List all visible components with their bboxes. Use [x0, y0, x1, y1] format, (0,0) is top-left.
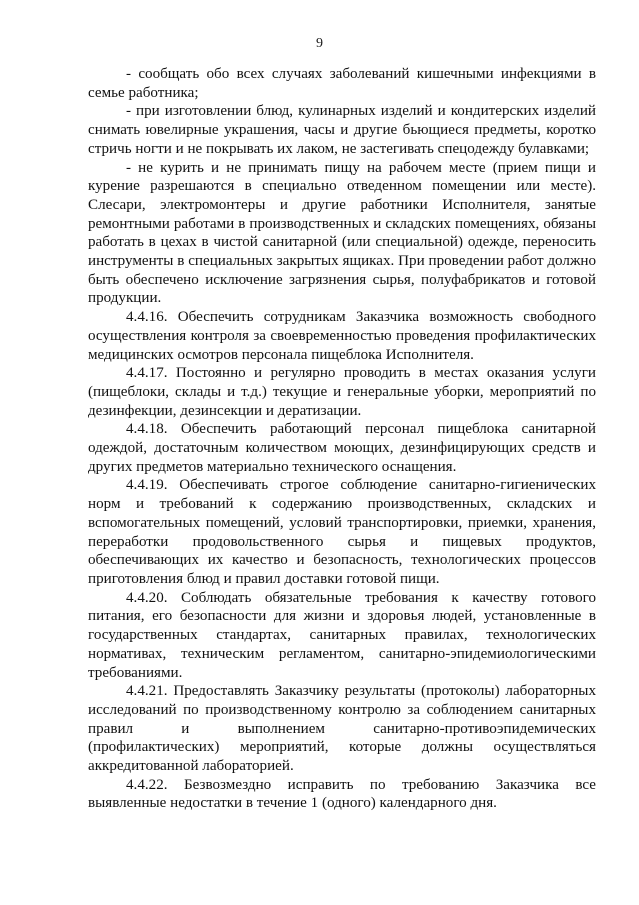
paragraph-4-4-17: 4.4.17. Постоянно и регулярно проводить в местах оказания услуги (пищеблоки, склады и т.д.) текущие и генеральные уборки, мероприятий по дезинфекции, дезинсекции и дератизации.	[88, 365, 596, 419]
paragraph-4-4-21: 4.4.21. Предоставлять Заказчику результаты (протоколы) лабораторных исследований по производственному контролю за соблюдением санитарных правил и выполнением санитарно-противоэпидемических (профилактических) мероприятий, которые должны осуществляться аккредитованной лабораторией.	[88, 683, 596, 775]
paragraph-4-4-20: 4.4.20. Соблюдать обязательные требования к качеству готового питания, его безопасности для жизни и здоровья людей, установленные в государственных стандартах, санитарных правилах, технологических нормативах, техническим регламентом, санитарно-эпидемиологическими требованиями.	[88, 589, 596, 681]
document-body	[88, 65, 596, 813]
page-number: 9	[316, 36, 323, 51]
paragraph-intestinal-infections: - сообщать обо всех случаях заболеваний кишечными инфекциями в семье работника;	[88, 66, 596, 101]
paragraph-4-4-19: 4.4.19. Обеспечивать строгое соблюдение санитарно-гигиенических норм и требований к содержанию производственных, складских и вспомогательных помещений, условий транспортировки, приемки, хранения, переработки продовольственного сырья и пищевых продуктов, обеспечивающих их качество и безопасность, технологических процессов приготовления блюд и правил доставки готовой пищи.	[88, 477, 596, 587]
paragraph-jewelry-removal: - при изготовлении блюд, кулинарных изделий и кондитерских изделий снимать ювелирные украшения, часы и другие бьющиеся предметы, коротко стричь ногти и не покрывать их лаком, не застегивать спецодежду булавками;	[88, 103, 596, 157]
paragraph-4-4-16: 4.4.16. Обеспечить сотрудникам Заказчика возможность свободного осуществления контроля за своевременностью проведения профилактических медицинских осмотров персонала пищеблока Исполнителя.	[88, 309, 596, 363]
paragraph-4-4-18: 4.4.18. Обеспечить работающий персонал пищеблока санитарной одеждой, достаточным количеством моющих, дезинфицирующих средств и других предметов материально технического оснащения.	[88, 421, 596, 475]
paragraph-no-smoking: - не курить и не принимать пищу на рабочем месте (прием пищи и курение разрешаются в специально отведенном помещении или месте). Слесари, электромонтеры и другие работники Исполнителя, занятые ремонтными работами в производственных и складских помещениях, обязаны работать в цехах в чистой санитарной (или специальной) одежде, переносить инструменты в специальных закрытых ящиках. При проведении работ должно быть обеспечено исключение загрязнения сырья, полуфабрикатов и готовой продукции.	[88, 159, 596, 307]
paragraph-4-4-22: 4.4.22. Безвозмездно исправить по требованию Заказчика все выявленные недостатки в течение 1 (одного) календарного дня.	[88, 776, 596, 812]
